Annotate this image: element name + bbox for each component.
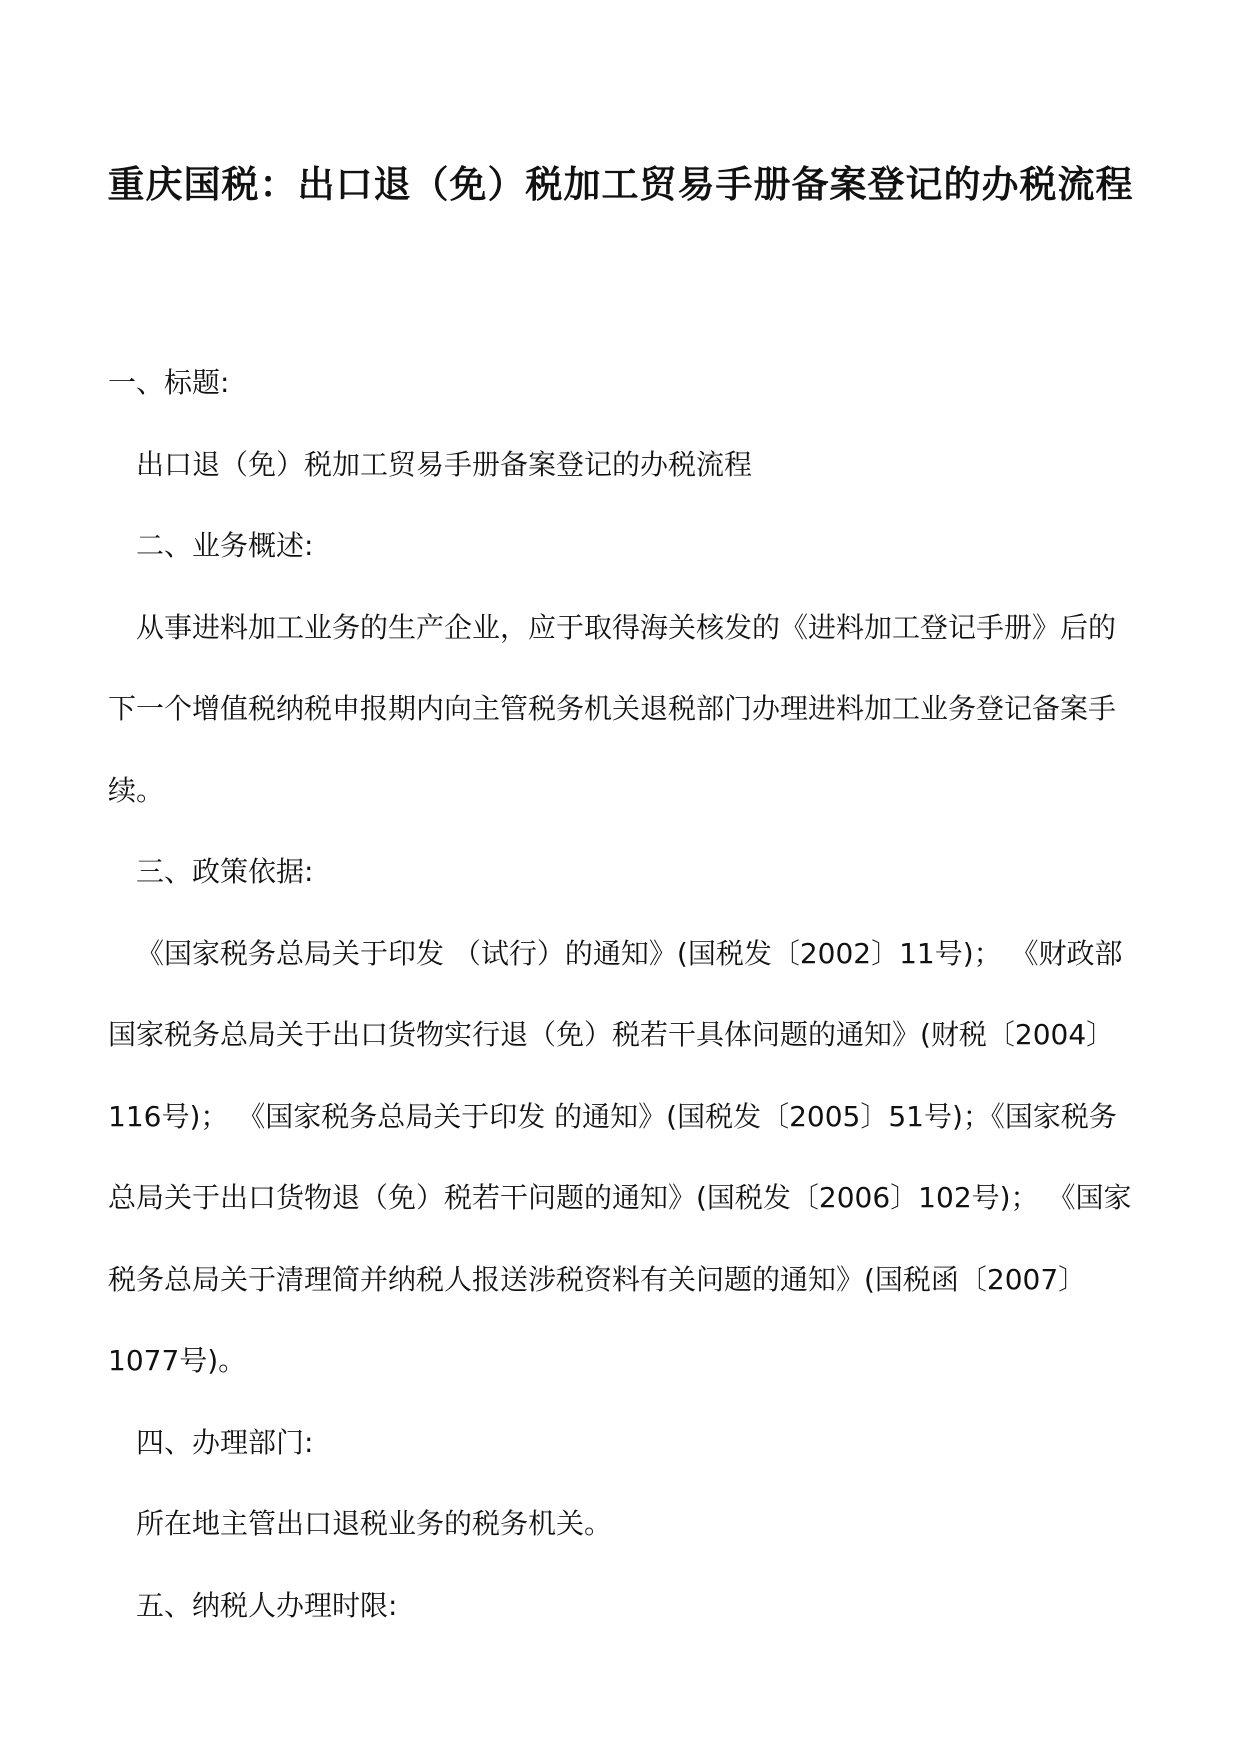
section-heading-title: 一、标题:: [108, 366, 230, 399]
section-heading-time-limit: 五、纳税人办理时限:: [136, 1588, 398, 1622]
overview-paragraph: 从事进料加工业务的生产企业，应于取得海关核发的《进料加工登记手册》后的下一个增值税纳税申报期内向主管税务机关退税部门办理进料加工业务登记备案手续。: [108, 610, 1117, 807]
section-heading-department: 四、办理部门:: [136, 1425, 314, 1459]
document-body: [108, 342, 1138, 1646]
section-heading-policy: 三、政策依据:: [136, 855, 314, 888]
department-paragraph: 所在地主管出口退税业务的税务机关。: [136, 1507, 613, 1540]
section-heading-overview: 二、业务概述:: [136, 529, 314, 562]
policy-paragraph: 《国家税务总局关于印发 （试行）的通知》(国税发〔2002〕11号)； 《财政部 国家税务总局关于出口货物实行退（免）税若干具体问题的通知》(财税〔2004〕116号)； 《国家税务总局关于印发 的通知》(国税发〔2005〕51号)；《国家税务总局关于出口货物退（免）税若干问题的通知》(国税发〔2006〕102号)； 《国家税务总局关于清理简并纳税人报送涉税资料有关问题的通知》(国税函〔2007〕1077号)。: [108, 936, 1132, 1377]
title-paragraph: 出口退（免）税加工贸易手册备案登记的办税流程: [136, 447, 753, 481]
document-title: 重庆国税：出口退（免）税加工贸易手册备案登记的办税流程: [107, 162, 1134, 206]
